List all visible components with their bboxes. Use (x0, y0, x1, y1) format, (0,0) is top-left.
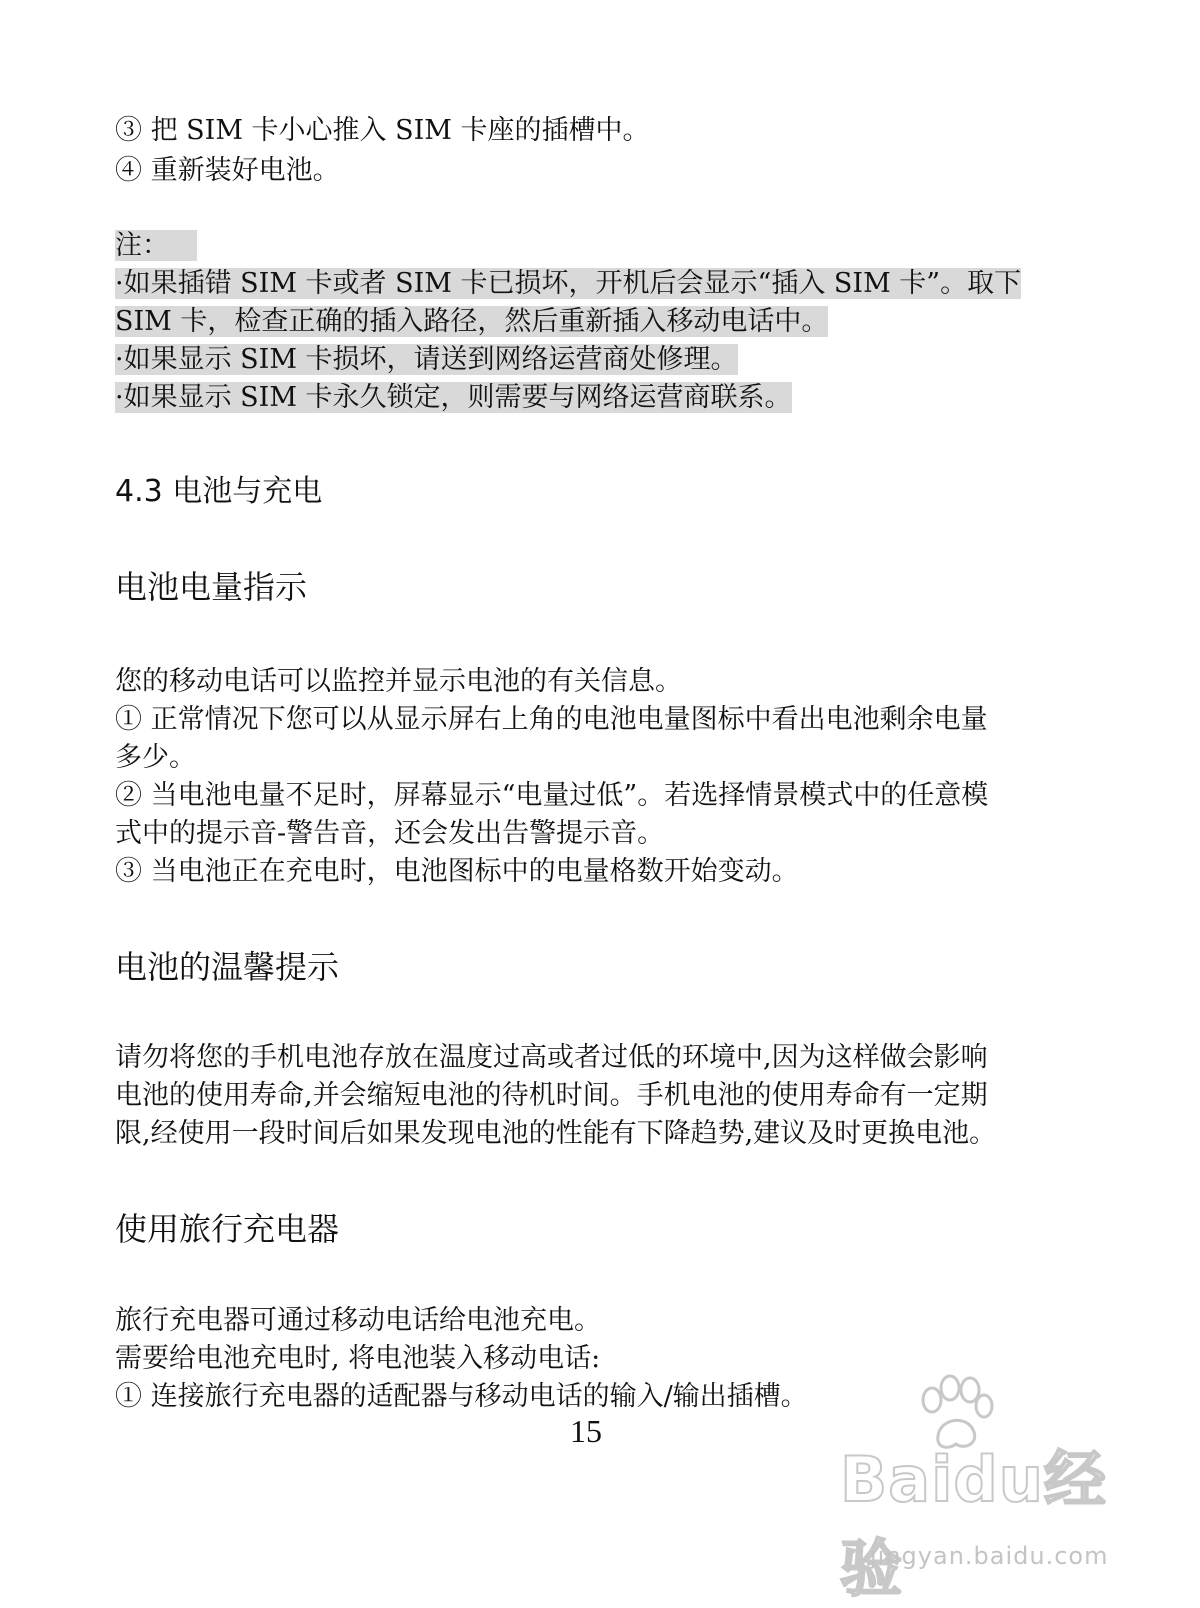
battery-indicator-line: 式中的提示音-警告音，还会发出告警提示音。 (115, 818, 665, 849)
battery-indicator-line: ① 正常情况下您可以从显示屏右上角的电池电量图标中看出电池剩余电量 (115, 704, 988, 735)
watermark-url: jingyan.baidu.com (870, 1542, 1109, 1570)
battery-tips-line: 限,经使用一段时间后如果发现电池的性能有下降趋势,建议及时更换电池。 (115, 1118, 997, 1149)
note-title-text: 注： (115, 230, 197, 261)
battery-indicator-line: 多少。 (115, 742, 196, 773)
note-line-4-text: ·如果显示 SIM 卡永久锁定，则需要与网络运营商联系。 (115, 382, 792, 413)
step-3-top: ③ 把 SIM 卡小心推入 SIM 卡座的插槽中。 (115, 115, 650, 146)
step-4-top: ④ 重新装好电池。 (115, 155, 340, 186)
battery-indicator-line: 您的移动电话可以监控并显示电池的有关信息。 (115, 666, 682, 697)
battery-tips-line: 电池的使用寿命,并会缩短电池的待机时间。手机电池的使用寿命有一定期 (115, 1080, 988, 1111)
charger-line: ① 连接旅行充电器的适配器与移动电话的输入/输出插槽。 (115, 1381, 808, 1412)
note-line-4 (115, 380, 792, 416)
note-line-3-text: ·如果显示 SIM 卡损坏，请送到网络运营商处修理。 (115, 344, 738, 375)
battery-tips-heading: 电池的温馨提示 (115, 948, 340, 986)
note-line-1 (115, 266, 1021, 302)
battery-indicator-line: ② 当电池电量不足时，屏幕显示“电量过低”。若选择情景模式中的任意模 (115, 780, 989, 811)
note-title (115, 228, 197, 264)
battery-indicator-line: ③ 当电池正在充电时，电池图标中的电量格数开始变动。 (115, 856, 799, 887)
battery-tips-line: 请勿将您的手机电池存放在温度过高或者过低的环境中,因为这样做会影响 (115, 1042, 988, 1073)
watermark-logo: Baidu经验 (840, 1443, 1107, 1605)
note-line-3 (115, 342, 738, 378)
battery-indicator-heading: 电池电量指示 (115, 568, 308, 606)
charger-line: 需要给电池充电时, 将电池装入移动电话: (115, 1343, 601, 1374)
charger-heading: 使用旅行充电器 (115, 1210, 340, 1248)
note-line-2-text: SIM 卡，检查正确的插入路径，然后重新插入移动电话中。 (115, 306, 829, 337)
section-heading: 4.3 电池与充电 (115, 474, 323, 509)
watermark (830, 1430, 1120, 1605)
note-line-1-text: ·如果插错 SIM 卡或者 SIM 卡已损坏，开机后会显示“插入 SIM 卡”。取下 (115, 268, 1022, 299)
charger-line: 旅行充电器可通过移动电话给电池充电。 (115, 1305, 601, 1336)
note-line-2 (115, 304, 828, 340)
page-number: 15 (570, 1413, 602, 1449)
